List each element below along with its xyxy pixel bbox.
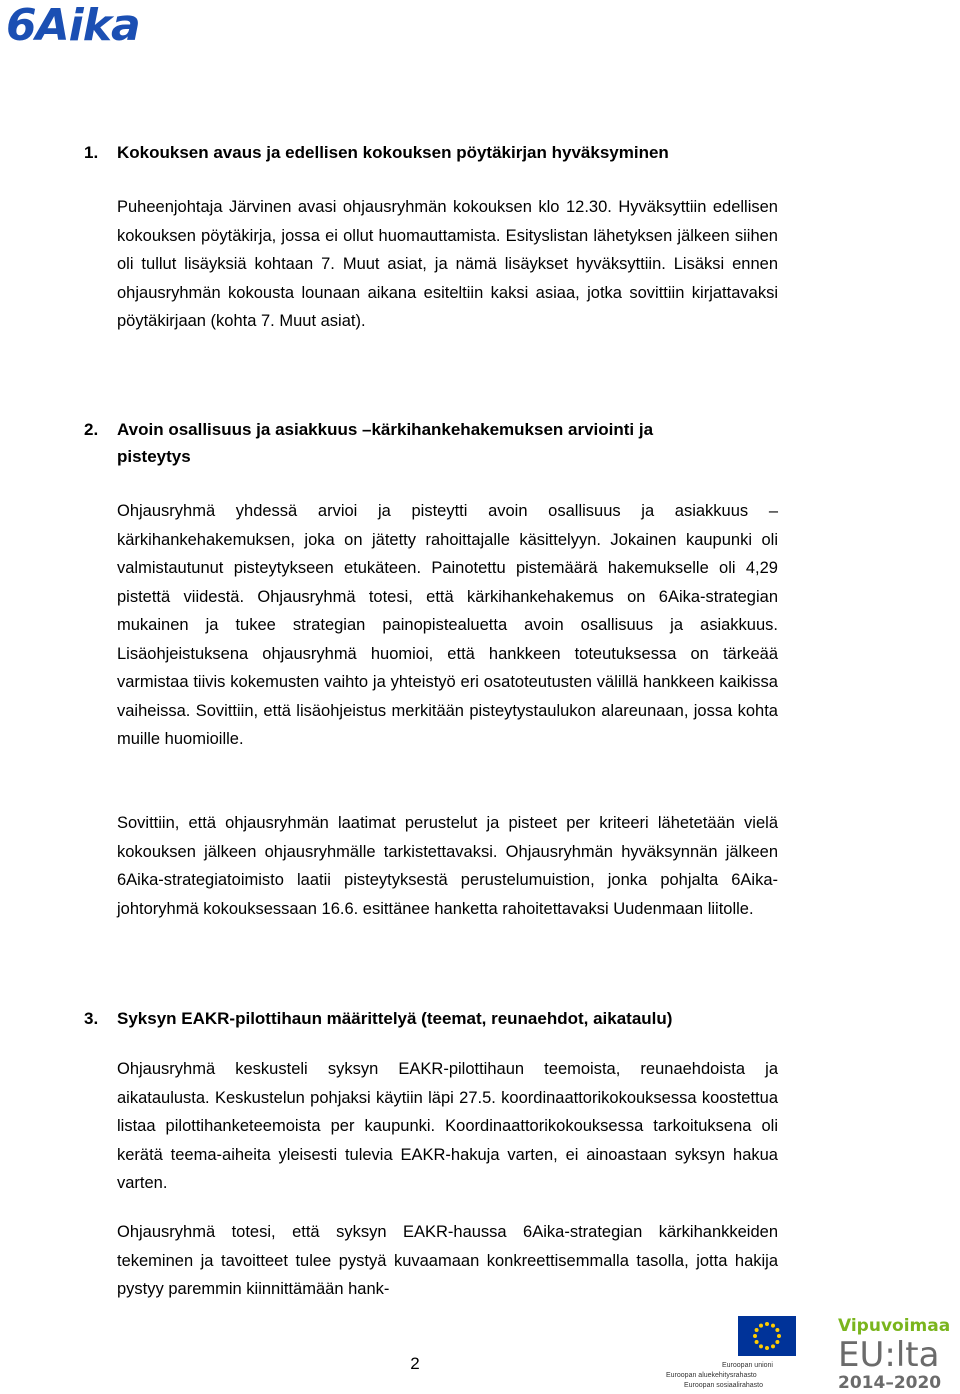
section-title-line1: Avoin osallisuus ja asiakkuus –kärkihankehakemuksen arviointi ja <box>117 420 654 439</box>
section-number: 1. <box>84 143 99 162</box>
eu-logo-line3: Euroopan sosiaalirahasto <box>684 1382 763 1389</box>
section-3-paragraph-1: Ohjausryhmä keskusteli syksyn EAKR-pilottihaun teemoista, reunaehdoista ja aikataulusta. Keskustelun pohjaksi käytiin läpi 27.5. koordinaattorikokouksessa koostettua listaa pilottihanketeemoista per kaupunki. Koordinaattorikokouksessa tarkoituksena oli kerätä teema-aiheita yleisesti tulevia EAKR-hakuja varten, ei ainoastaan syksyn hakua varten. <box>117 1060 778 1192</box>
eu-logo-line2: Euroopan aluekehitysrahasto <box>666 1372 757 1379</box>
vipuvoimaa-top: Vipuvoimaa <box>838 1316 951 1336</box>
section-2-paragraph-2: Sovittiin, että ohjausryhmän laatimat perustelut ja pisteet per kriteeri lähetetään vielä kokouksen jälkeen ohjausryhmälle tarkistettavaksi. Ohjausryhmän hyväksynnän jälkeen 6Aika-strategiatoimisto laatii pisteytyksestä perustelumuistion, jonka pohjalta 6Aika-johtoryhmä kokouksessaan 16.6. esittänee hanketta rahoitettavaksi Uudenmaan liitolle. <box>117 814 778 918</box>
section-number: 3. <box>84 1009 99 1028</box>
logo-text: 6Aika <box>6 0 140 51</box>
section-1-heading <box>84 139 784 166</box>
eu-fund-logo <box>664 1316 798 1390</box>
section-3-paragraph-2: Ohjausryhmä totesi, että syksyn EAKR-haussa 6Aika-strategian kärkihankkeiden tekeminen ja tavoitteet tulee pystyä kuvaamaan konkreettisemmalla tasolla, jotta hakija pystyy paremmin kiinnittämään hank- <box>117 1223 778 1298</box>
eu-logo-line1: Euroopan unioni <box>722 1362 773 1369</box>
vipuvoimaa-logo <box>836 1314 958 1392</box>
section-3-heading <box>84 1005 784 1032</box>
section-2-paragraph-1: Ohjausryhmä yhdessä arvioi ja pisteytti avoin osallisuus ja asiakkuus – kärkihankehakemuksen, joka on jätetty rahoittajalle käsittelyyn. Jokainen kaupunki oli valmistautunut pisteytykseen etukäteen. Painotettu pistemäärä hakemukselle oli 4,29 pistettä viidestä. Ohjausryhmä totesi, että kärkihankehakemus on 6Aika-strategian mukainen ja tukee strategian painopistealuetta avoin osallisuus ja asiakkuus. Lisäohjeistuksena ohjausryhmä huomioi, että hankkeen toteutuksessa on tärkeää varmistaa tiivis kokemusten vaihto ja yhteistyö eri osatoteutusten välillä hankkeen kaikissa vaiheissa. Sovittiin, että lisäohjeistus merkitään pisteytystaulukon alareunaan, jossa kohta muille huomioille. <box>117 502 778 748</box>
vipuvoimaa-middle: EU:lta <box>838 1335 940 1375</box>
section-number: 2. <box>84 420 99 439</box>
page-number: 2 <box>410 1354 420 1373</box>
section-title: Syksyn EAKR-pilottihaun määrittelyä (teemat, reunaehdot, aikataulu) <box>117 1009 673 1028</box>
section-title-line2: pisteytys <box>117 447 191 466</box>
section-1-paragraph-1: Puheenjohtaja Järvinen avasi ohjausryhmän kokouksen klo 12.30. Hyväksyttiin edellisen kokouksen pöytäkirja, jossa ei ollut huomauttamista. Esityslistan lähetyksen jälkeen siihen oli tullut lisäyksiä kohtaan 7. Muut asiat, ja nämä lisäykset hyväksyttiin. Lisäksi ennen ohjausryhmän kokousta lounaan aikana esiteltiin kaksi asiaa, jotka sovittiin kirjattavaksi pöytäkirjaan (kohta 7. Muut asiat). <box>117 198 778 330</box>
6aika-logo <box>6 0 140 51</box>
section-title: Kokouksen avaus ja edellisen kokouksen pöytäkirjan hyväksyminen <box>117 143 669 162</box>
section-2-heading <box>84 416 784 470</box>
vipuvoimaa-bottom: 2014–2020 <box>838 1373 942 1392</box>
